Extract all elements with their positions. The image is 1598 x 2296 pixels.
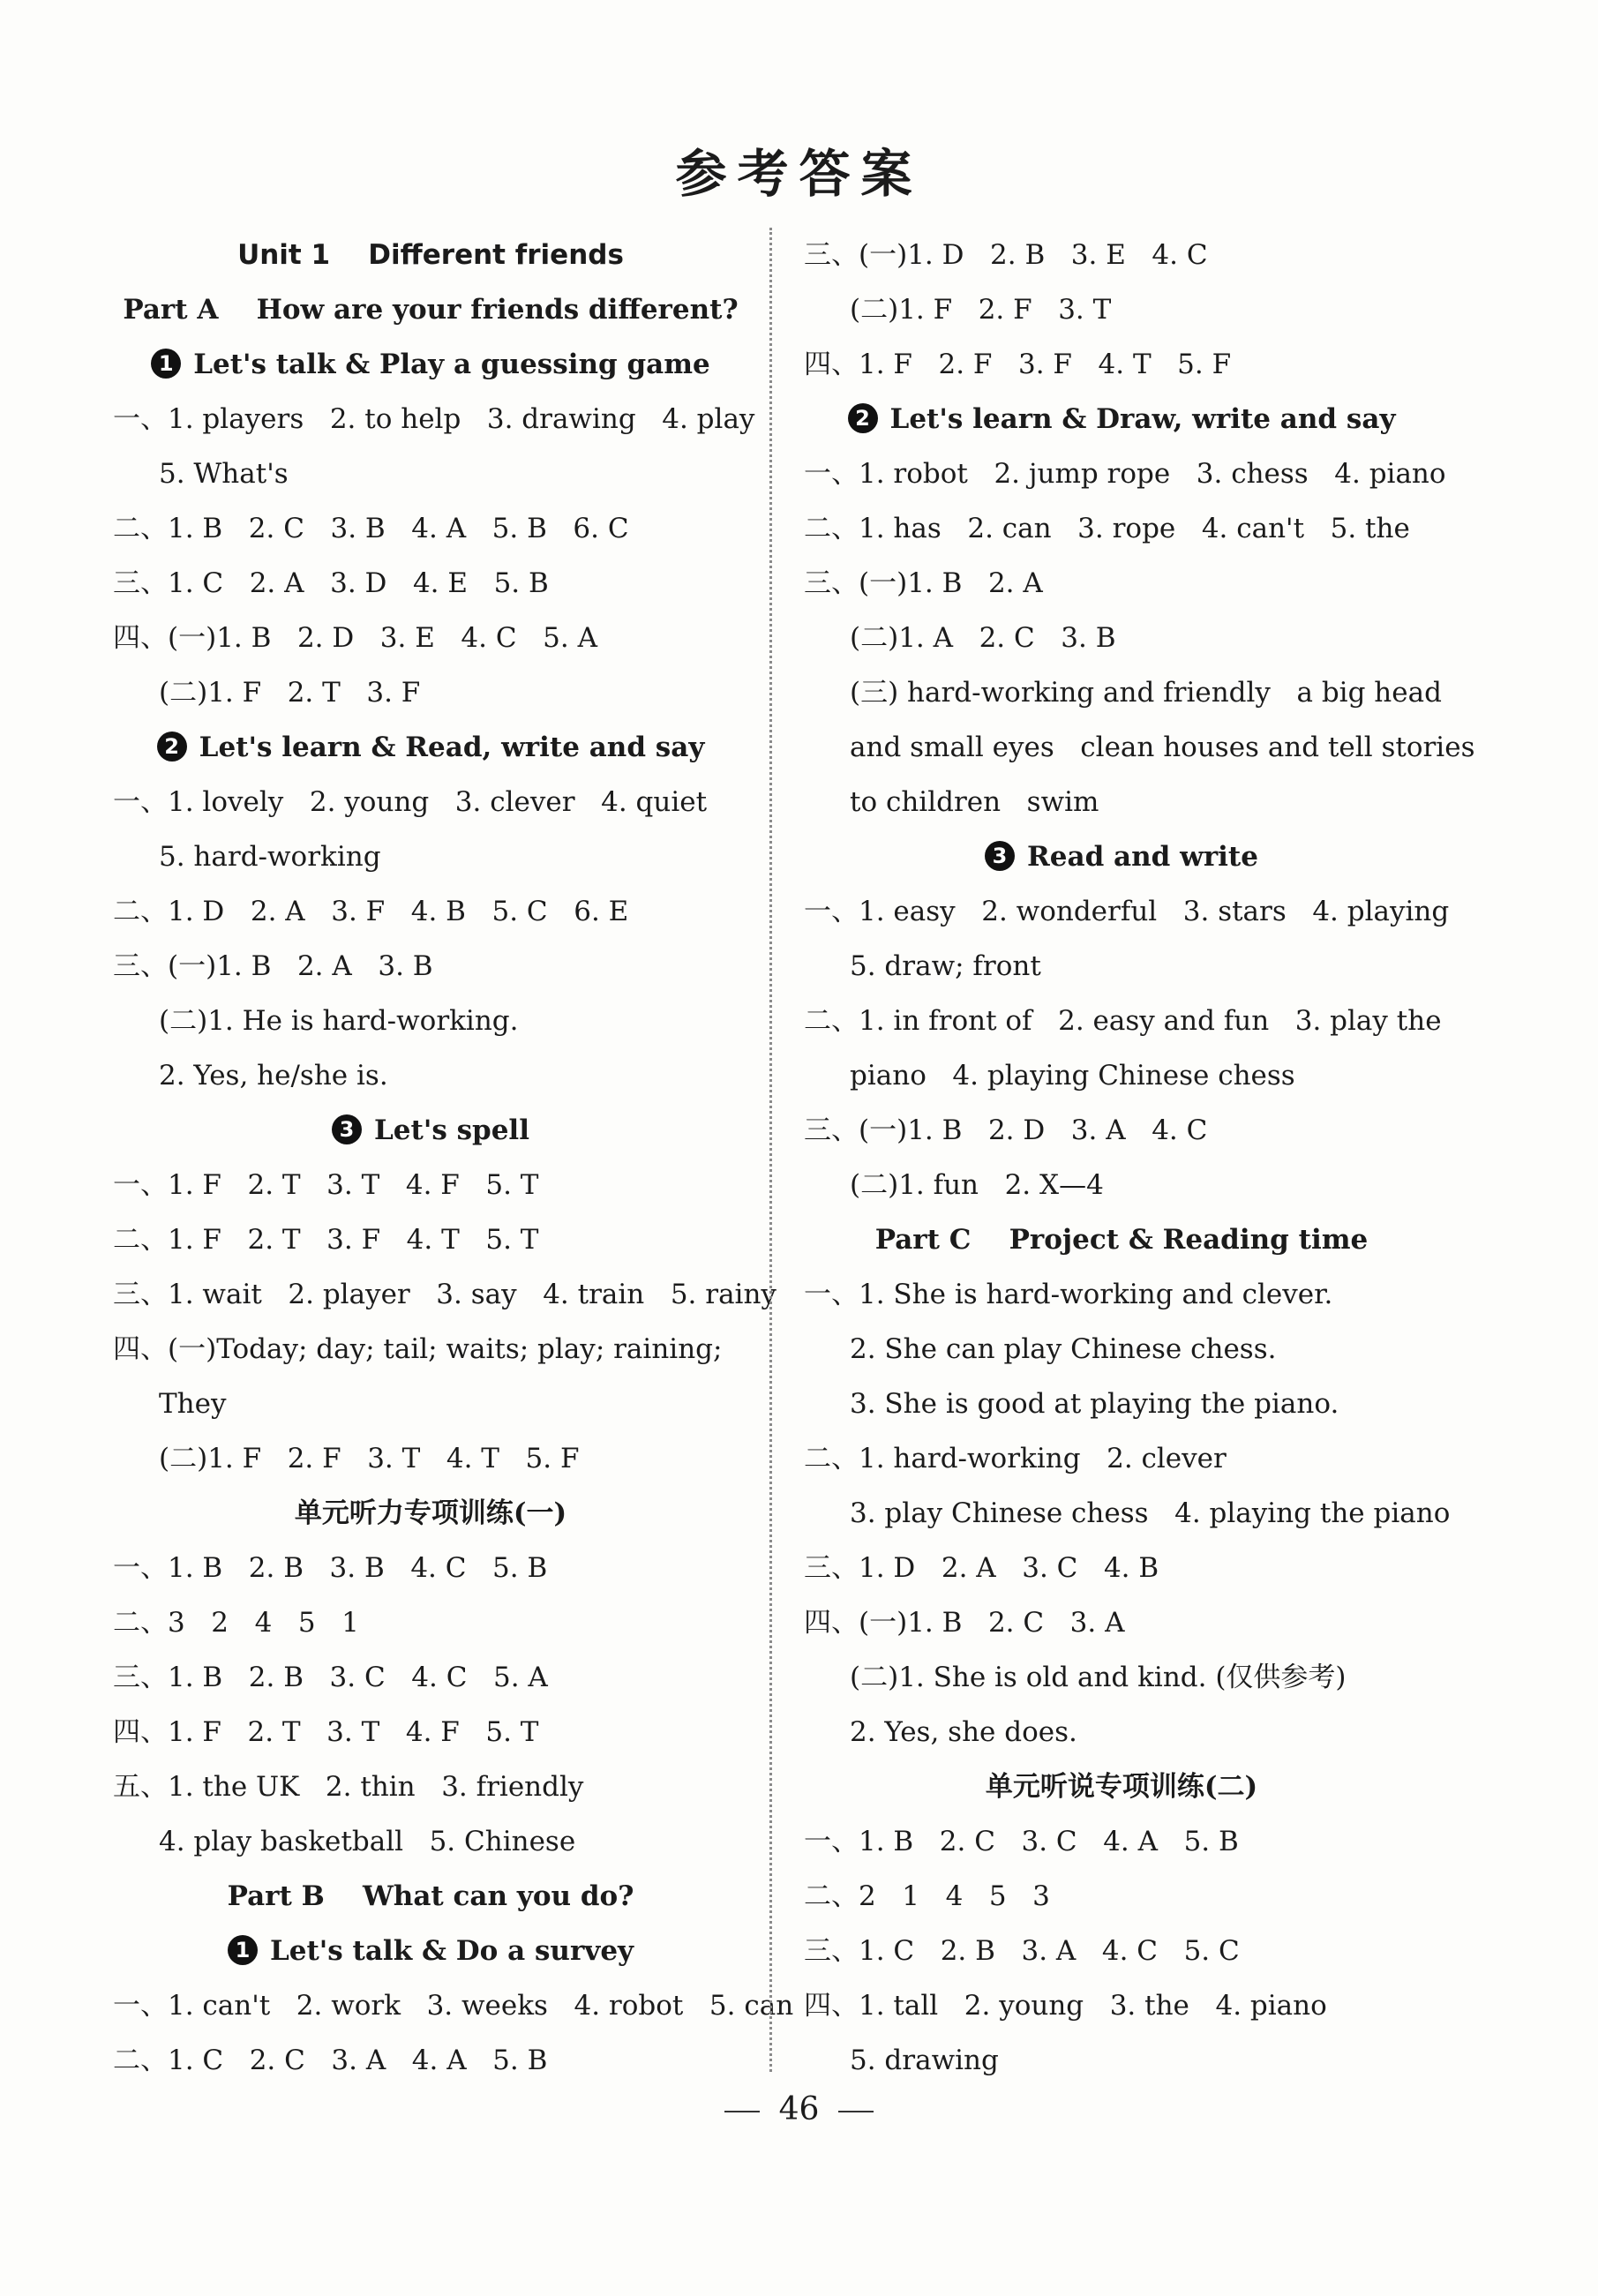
answer-line [113, 1377, 748, 1431]
line-text: 2. She can play Chinese chess. [850, 1333, 1277, 1365]
number-badge-icon: 3 [332, 1114, 362, 1144]
answer-line [804, 1322, 1439, 1377]
line-text: 3. She is good at playing the piano. [850, 1388, 1339, 1420]
answer-line [113, 1158, 748, 1212]
answer-line [113, 1048, 748, 1103]
line-text: 一、1. lovely 2. young 3. clever 4. quiet [113, 786, 708, 818]
line-text: 三、1. D 2. A 3. C 4. B [804, 1552, 1159, 1584]
line-text: Part A How are your friends different? [123, 294, 739, 326]
answer-line [804, 1048, 1439, 1103]
answer-line [804, 665, 1442, 720]
line-text: 二、1. in front of 2. easy and fun 3. play the [804, 1005, 1442, 1037]
line-text: 一、1. B 2. C 3. C 4. A 5. B [804, 1826, 1239, 1857]
line-text: (二)1. fun 2. X—4 [850, 1169, 1104, 1201]
number-badge-icon: 1 [228, 1935, 258, 1965]
answer-line [804, 337, 1439, 392]
answer-line [113, 1760, 748, 1814]
section-heading [113, 228, 748, 282]
line-text: 二、1. F 2. T 3. F 4. T 5. T [113, 1224, 539, 1256]
answer-line [804, 1158, 1439, 1212]
answer-line [804, 994, 1442, 1048]
line-text: 5. What's [159, 458, 289, 490]
number-badge-icon: 2 [157, 732, 187, 762]
line-text: 三、(一)1. B 2. D 3. A 4. C [804, 1114, 1208, 1146]
line-text: 一、1. B 2. B 3. B 4. C 5. B [113, 1552, 548, 1584]
line-text: (二)1. A 2. C 3. B [850, 622, 1116, 654]
answer-line [804, 1705, 1439, 1760]
line-text: and small eyes clean houses and tell stories [850, 732, 1475, 763]
line-text: Let's talk & Do a survey [269, 1935, 634, 1967]
line-text: 四、(一)1. B 2. C 3. A [804, 1607, 1125, 1639]
line-text: 一、1. F 2. T 3. T 4. F 5. T [113, 1169, 539, 1201]
answer-line [804, 1869, 1439, 1924]
answer-line [113, 1978, 794, 2033]
line-text: (二)1. She is old and kind. (仅供参考) [850, 1662, 1347, 1693]
line-text: (二)1. F 2. F 3. T [850, 294, 1112, 326]
line-text: 四、(一)Today; day; tail; waits; play; raining; [113, 1333, 723, 1365]
column-divider [769, 228, 772, 2072]
answer-line [804, 1595, 1439, 1650]
answer-line [113, 994, 748, 1048]
line-text: 三、(一)1. B 2. A [804, 567, 1043, 599]
section-heading [113, 1103, 748, 1158]
answer-line [804, 775, 1439, 829]
line-text: 5. draw; front [850, 950, 1041, 982]
answer-line [804, 228, 1439, 282]
line-text: 五、1. the UK 2. thin 3. friendly [113, 1771, 584, 1803]
page-number-text: 46 [778, 2091, 820, 2127]
line-text: Part C Project & Reading time [874, 1224, 1369, 1256]
line-text: Part B What can you do? [227, 1880, 634, 1912]
answer-line [804, 1377, 1439, 1431]
line-text: 三、(一)1. D 2. B 3. E 4. C [804, 239, 1208, 271]
line-text: 2. Yes, she does. [850, 1716, 1077, 1748]
answer-line [804, 1650, 1439, 1705]
answer-line [804, 1267, 1439, 1322]
answer-line [113, 2033, 748, 2088]
answer-line [113, 446, 748, 501]
line-text: Read and write [1027, 841, 1258, 873]
line-text: 一、1. can't 2. work 3. weeks 4. robot 5. can [113, 1990, 794, 2022]
line-text: (二)1. F 2. F 3. T 4. T 5. F [159, 1443, 580, 1474]
answer-line [804, 1978, 1439, 2033]
answer-line [804, 282, 1439, 337]
answer-line [113, 556, 748, 611]
line-text: 单元听说专项训练(二) [985, 1771, 1258, 1803]
section-heading [804, 392, 1439, 446]
answer-line [804, 1103, 1439, 1158]
answer-line [113, 775, 748, 829]
line-text: 三、1. C 2. A 3. D 4. E 5. B [113, 567, 549, 599]
line-text: 四、1. F 2. F 3. F 4. T 5. F [804, 349, 1232, 380]
number-badge-icon: 2 [848, 403, 878, 433]
line-text: 一、1. She is hard-working and clever. [804, 1279, 1333, 1310]
section-heading [113, 720, 748, 775]
section-heading [113, 282, 748, 337]
answer-line [804, 611, 1439, 665]
line-text: Unit 1 Different friends [237, 239, 624, 271]
line-text: 二、1. D 2. A 3. F 4. B 5. C 6. E [113, 896, 629, 927]
line-text: 二、2 1 4 5 3 [804, 1880, 1050, 1912]
answer-line [804, 720, 1475, 775]
line-text: 2. Yes, he/she is. [159, 1060, 388, 1092]
answer-line [804, 446, 1446, 501]
answer-line [113, 829, 748, 884]
line-text: 四、1. tall 2. young 3. the 4. piano [804, 1990, 1327, 2022]
line-text: 二、1. has 2. can 3. rope 4. can't 5. the [804, 513, 1410, 544]
line-text: Let's learn & Read, write and say [199, 732, 705, 763]
line-text: 一、1. robot 2. jump rope 3. chess 4. piano [804, 458, 1446, 490]
answer-line [804, 1924, 1439, 1978]
answer-line [113, 1322, 748, 1377]
answer-line [804, 1431, 1439, 1486]
answer-line [113, 1595, 748, 1650]
left-column [113, 228, 794, 2088]
line-text: piano 4. playing Chinese chess [850, 1060, 1295, 1092]
answer-line [804, 939, 1439, 994]
answer-line [804, 501, 1439, 556]
answer-line [113, 1541, 748, 1595]
line-text: 三、1. wait 2. player 3. say 4. train 5. rainy [113, 1279, 776, 1310]
line-text: 三、1. C 2. B 3. A 4. C 5. C [804, 1935, 1240, 1967]
line-text: 一、1. players 2. to help 3. drawing 4. play [113, 403, 755, 435]
line-text: 5. drawing [850, 2045, 999, 2076]
line-text: Let's talk & Play a guessing game [193, 349, 710, 380]
answer-line [113, 1650, 748, 1705]
section-heading [113, 1869, 748, 1924]
answer-line [113, 1212, 748, 1267]
answer-line [804, 884, 1450, 939]
answer-line [804, 2033, 1439, 2088]
line-text: 四、(一)1. B 2. D 3. E 4. C 5. A [113, 622, 597, 654]
answer-line [113, 1705, 748, 1760]
answer-line [113, 501, 748, 556]
line-text: 4. play basketball 5. Chinese [159, 1826, 576, 1857]
number-badge-icon: 3 [985, 841, 1015, 871]
line-text: 二、1. B 2. C 3. B 4. A 5. B 6. C [113, 513, 629, 544]
line-text: 三、1. B 2. B 3. C 4. C 5. A [113, 1662, 548, 1693]
line-text: (二)1. F 2. T 3. F [159, 677, 421, 709]
answer-line [804, 556, 1439, 611]
line-text: 5. hard-working [159, 841, 381, 873]
section-heading [113, 337, 748, 392]
page-title: 参考答案 [675, 144, 923, 204]
line-text: 一、1. easy 2. wonderful 3. stars 4. playing [804, 896, 1450, 927]
line-text: 四、1. F 2. T 3. T 4. F 5. T [113, 1716, 539, 1748]
line-text: to children swim [850, 786, 1099, 818]
line-text: (二)1. He is hard-working. [159, 1005, 519, 1037]
line-text: (三) hard-working and friendly a big head [850, 677, 1442, 709]
line-text: 三、(一)1. B 2. A 3. B [113, 950, 433, 982]
section-heading [113, 1924, 748, 1978]
answer-line [804, 1541, 1439, 1595]
section-heading [804, 1212, 1439, 1267]
answer-line [804, 1486, 1451, 1541]
line-text: 二、1. hard-working 2. clever [804, 1443, 1227, 1474]
number-badge-icon: 1 [151, 349, 181, 379]
answer-line [113, 884, 748, 939]
right-column [804, 228, 1475, 2088]
answer-line [804, 1814, 1439, 1869]
line-text: Let's learn & Draw, write and say [889, 403, 1396, 435]
line-text: 二、3 2 4 5 1 [113, 1607, 359, 1639]
line-text: 单元听力专项训练(一) [294, 1497, 567, 1529]
answer-line [113, 939, 748, 994]
section-heading [804, 829, 1439, 884]
line-text: Let's spell [374, 1114, 529, 1146]
line-text: They [159, 1388, 227, 1420]
answer-line [113, 1814, 748, 1869]
line-text: 3. play Chinese chess 4. playing the piano [850, 1497, 1451, 1529]
answer-line [113, 1431, 748, 1486]
section-heading [804, 1760, 1439, 1814]
answer-line [113, 392, 755, 446]
answer-line [113, 665, 748, 720]
line-text: 二、1. C 2. C 3. A 4. A 5. B [113, 2045, 548, 2076]
answer-line [113, 611, 748, 665]
page-number [0, 2091, 1598, 2127]
answer-line [113, 1267, 776, 1322]
section-heading [113, 1486, 748, 1541]
